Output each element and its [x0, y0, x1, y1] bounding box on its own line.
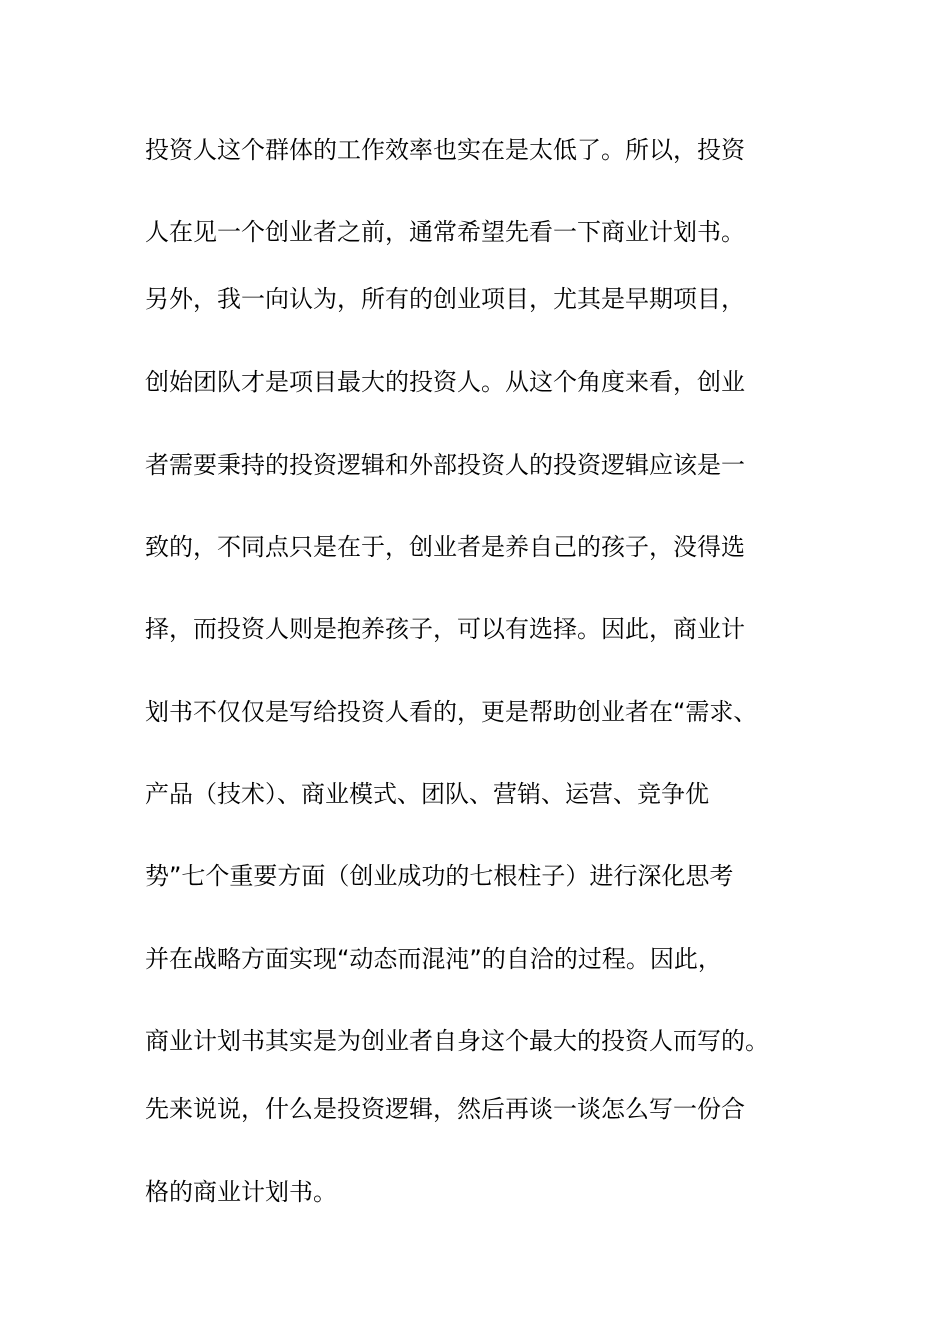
paragraph-line: 势”七个重要方面（创业成功的七根柱子）进行深化思考: [145, 862, 734, 890]
paragraph-line: 并在战略方面实现“动态而混沌”的自洽的过程。因此，: [145, 945, 722, 973]
paragraph-line: 者需要秉持的投资逻辑和外部投资人的投资逻辑应该是一: [145, 451, 745, 479]
paragraph-line: 致的，不同点只是在于，创业者是养自己的孩子，没得选: [145, 533, 745, 561]
paragraph-line: 投资人这个群体的工作效率也实在是太低了。所以，投资: [145, 136, 745, 164]
paragraph-line: 产品（技术）、商业模式、团队、营销、运营、竞争优: [145, 780, 709, 808]
paragraph-line: 另外，我一向认为，所有的创业项目，尤其是早期项目，: [145, 285, 745, 313]
paragraph-line: 商业计划书其实是为创业者自身这个最大的投资人而写的。: [145, 1027, 769, 1055]
paragraph-line: 先来说说，什么是投资逻辑，然后再谈一谈怎么写一份合: [145, 1095, 745, 1123]
paragraph-line: 择，而投资人则是抱养孩子，可以有选择。因此，商业计: [145, 615, 745, 643]
paragraph-line: 人在见一个创业者之前，通常希望先看一下商业计划书。: [145, 218, 745, 246]
paragraph-line: 格的商业计划书。: [145, 1178, 337, 1206]
paragraph-line: 划书不仅仅是写给投资人看的，更是帮助创业者在“需求、: [145, 698, 758, 726]
paragraph-line: 创始团队才是项目最大的投资人。从这个角度来看，创业: [145, 368, 745, 396]
